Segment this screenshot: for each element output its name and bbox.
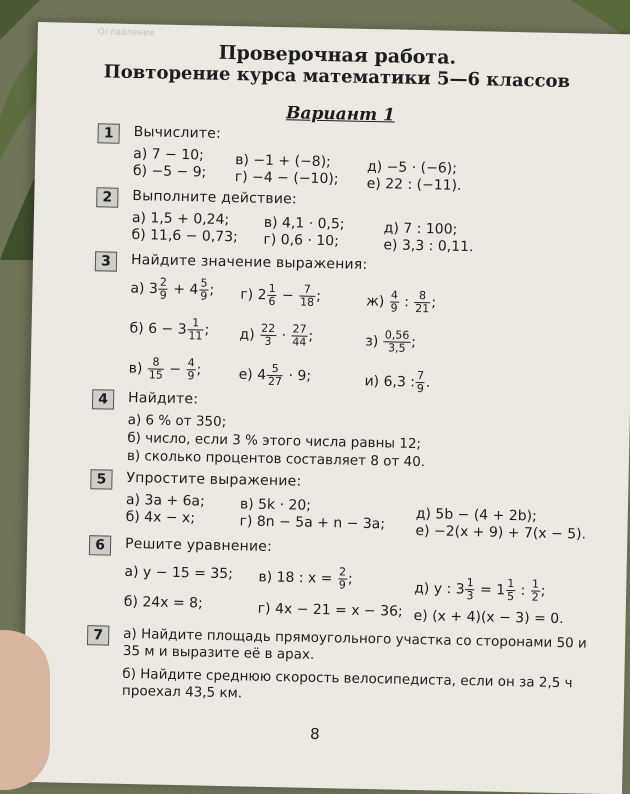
task-item: б) 4x − x; <box>125 508 196 527</box>
page-title: Проверочная работа. <box>218 41 457 69</box>
expr-i: и) 6,3 : $\frac{7}{9}$ . <box>364 369 431 396</box>
variant-label: Вариант 1 <box>285 103 396 126</box>
task-item: е) −2(x + 9) + 7(x − 5). <box>415 523 587 543</box>
task-item: г) 0,6 · 10; <box>263 231 340 250</box>
task-prompt: Найдите: <box>127 389 199 408</box>
task-item: д) 7 : 100; <box>383 220 458 238</box>
task-line: а) Найдите площадь прямоугольного участка со сторонами 50 и 35 м и выразите её в арах. <box>122 625 587 663</box>
task-item: б) 11,6 − 0,73; <box>131 227 238 246</box>
task-2 <box>102 187 625 256</box>
page-subtitle: Повторение курса математики 5—6 классов <box>103 61 571 93</box>
task-item: г) 8n − 5a + n − 3a; <box>239 513 386 533</box>
task-item: а) y − 15 = 35; <box>124 563 234 583</box>
task-number: 3 <box>95 251 117 271</box>
task-item-d: д) y : 3 $\frac{1}{3}$ = 1 $\frac{1}{5}$ : $\frac{1}{2}$ ; <box>414 576 546 604</box>
expr-zh: ж) $\frac{4}{9}$ : $\frac{8}{21}$ ; <box>366 288 437 316</box>
task-prompt: Вычислите: <box>133 124 222 142</box>
task-line: б) число, если 3 % этого числа равны 12; <box>127 429 422 453</box>
task-number: 7 <box>87 625 109 645</box>
task-item: а) 7 − 10; <box>133 146 204 164</box>
expr-e: е) 4 $\frac{5}{27}$ · 9; <box>238 361 312 389</box>
task-item: а) 3a + 6a; <box>125 491 205 510</box>
task-item: в) −1 + (−8); <box>234 152 332 171</box>
task-line: в) сколько процентов составляет 8 от 40. <box>126 447 426 471</box>
task-number: 6 <box>89 535 111 555</box>
task-4 <box>98 389 620 471</box>
expr-g: г) 2 $\frac{1}{6}$ − $\frac{7}{18}$ ; <box>240 281 322 309</box>
workbook-page <box>22 22 630 794</box>
faint-print-through: Оглавление <box>97 27 155 39</box>
task-item: б) −5 − 9; <box>132 163 207 181</box>
task-item: д) 5b − (4 + 2b); <box>415 506 537 525</box>
task-item: г) 4x − 21 = x − 36; <box>257 600 403 620</box>
page-number: 8 <box>309 724 320 744</box>
expr-v: в) $\frac{8}{15}$ − $\frac{4}{9}$ ; <box>128 355 202 383</box>
expr-a: а) 3 $\frac{2}{9}$ + 4 $\frac{5}{9}$ ; <box>130 275 215 303</box>
task-7 <box>93 625 615 702</box>
task-prompt: Найдите значение выражения: <box>130 252 368 273</box>
task-prompt: Упростите выражение: <box>126 469 302 490</box>
task-item: д) −5 · (−6); <box>366 158 458 177</box>
task-item: е) (x + 4)(x − 3) = 0. <box>413 607 564 628</box>
task-number: 2 <box>96 187 118 207</box>
expr-b: б) 6 − 3 $\frac{1}{11}$ ; <box>129 316 210 343</box>
task-item: в) 4,1 · 0,5; <box>263 214 345 233</box>
task-1 <box>103 123 626 194</box>
task-item-v: в) 18 : x = $\frac{2}{9}$ ; <box>258 565 353 592</box>
task-3 <box>100 251 623 396</box>
task-number: 1 <box>97 123 119 143</box>
task-line: а) 6 % от 350; <box>127 411 227 431</box>
expr-d: д) $\frac{22}{3}$ · $\frac{27}{44}$ ; <box>239 321 314 349</box>
finger-holding-page <box>0 630 50 790</box>
task-line: б) Найдите среднюю скорость велосипедиста, если он за 2,5 ч проехал 43,5 км. <box>121 665 573 702</box>
task-prompt: Выполните действие: <box>132 188 298 208</box>
task-item: в) 5k · 20; <box>239 496 312 514</box>
task-item: г) −4 − (−10); <box>234 169 339 188</box>
task-number: 5 <box>90 469 112 489</box>
task-item: б) 24x = 8; <box>123 593 203 612</box>
task-number: 4 <box>92 389 114 409</box>
task-item: е) 22 : (−11). <box>366 175 462 194</box>
task-item: а) 1,5 + 0,24; <box>131 210 230 229</box>
expr-z: з) $\frac{0,56}{3,5}$ ; <box>365 328 417 355</box>
task-item: е) 3,3 : 0,11. <box>383 237 474 256</box>
task-prompt: Решите уравнение: <box>124 535 273 556</box>
